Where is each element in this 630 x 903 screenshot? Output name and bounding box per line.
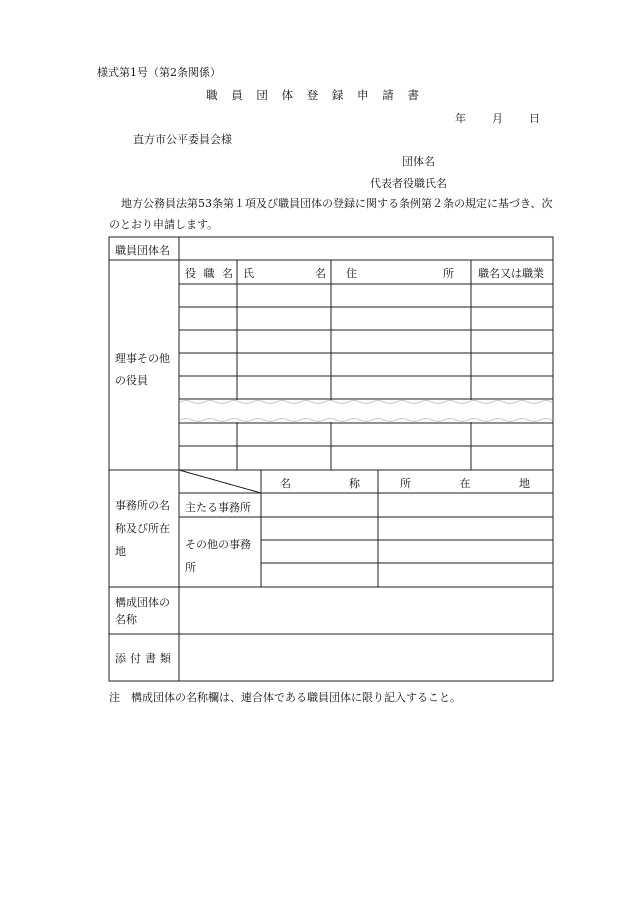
document-title: 職 員 団 体 登 録 申 請 書 [206, 88, 424, 102]
officers-label [115, 348, 170, 392]
officer-position-header-char: 職 [203, 267, 215, 280]
date-day-label: 日 [529, 112, 540, 125]
office-location-header-char: 在 [459, 477, 471, 490]
officer-address-header-char: 所 [443, 267, 454, 280]
office-name-header [280, 475, 360, 491]
officer-position-header-char: 役 [185, 267, 196, 280]
footer-note: 注 構成団体の名称欄は、連合体である職員団体に限り記入すること。 [109, 691, 461, 704]
other-offices-label [185, 533, 251, 579]
form-number: 様式第1号（第2条関係） [97, 66, 221, 79]
officer-name-header [243, 265, 326, 281]
attachments-label-char: 添 [115, 652, 126, 665]
attachments-label-char: 付 [130, 652, 141, 665]
main-office-label: 主たる事務所 [185, 501, 251, 514]
offices-label-line: 地 [115, 545, 126, 558]
other-offices-label-line: 所 [185, 561, 196, 574]
applicant-group-name-label: 団体名 [402, 155, 435, 168]
officer-name-header-char: 名 [315, 267, 326, 280]
officer-address-header-char: 住 [346, 267, 357, 280]
office-name-header-char: 名 [280, 477, 291, 490]
attachments-label-char: 書 [145, 652, 156, 665]
officers-label-line: 理事その他 [115, 352, 170, 365]
date-year-label: 年 [455, 112, 466, 125]
officer-name-header-char: 氏 [243, 267, 254, 280]
group-name-header: 職員団体名 [115, 244, 170, 257]
attachments-label-char: 類 [160, 652, 171, 665]
officer-position-header [185, 265, 233, 281]
member-groups-label-line: 名称 [115, 613, 137, 626]
office-location-header [400, 475, 530, 491]
member-groups-label [115, 594, 170, 628]
date-month-label: 月 [492, 112, 503, 125]
other-offices-label-line: その他の事務 [185, 538, 251, 551]
officers-label-line: の役員 [115, 374, 148, 387]
representative-label: 代表者役職氏名 [370, 177, 447, 190]
officer-job-header: 職名又は職業 [478, 267, 544, 280]
attachments-label [115, 650, 171, 666]
addressee: 直方市公平委員会様 [133, 133, 232, 146]
officer-position-header-char: 名 [222, 267, 233, 280]
offices-label [115, 494, 170, 563]
member-groups-label-line: 構成団体の [115, 596, 170, 609]
office-name-header-char: 称 [349, 477, 360, 490]
offices-label-line: 事務所の名 [115, 499, 170, 512]
offices-label-line: 称及び所在 [115, 522, 170, 535]
office-location-header-char: 所 [400, 477, 411, 490]
application-statement: 地方公務員法第53条第１項及び職員団体の登録に関する条例第２条の規定に基づき、次のとおり申請します。 [109, 197, 553, 231]
office-location-header-char: 地 [519, 477, 530, 490]
officer-address-header [346, 265, 454, 281]
